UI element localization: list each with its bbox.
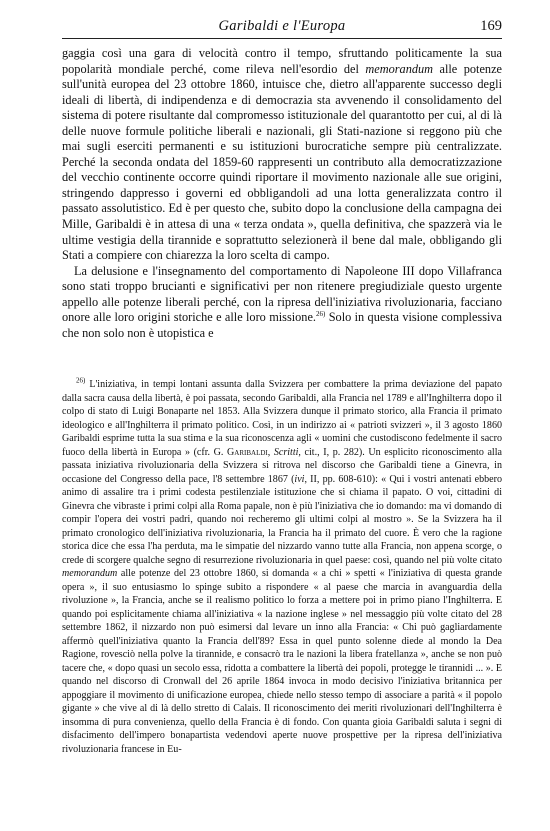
main-text	[62, 46, 502, 341]
header-rule	[62, 38, 502, 39]
footnote-ref: 26)	[316, 310, 326, 319]
emphasis: memorandum	[62, 568, 118, 579]
body-paragraph: La delusione e l'insegnamento del comportamento di Napoleone III dopo Villafranca sono stati troppo brucianti e significativi per non ritenere pregiudiziale questo urgente appello alle potenze liberali perché, con la ripresa dell'iniziativa rivoluzionaria, facciano onore alle loro origini storiche e alle loro missione.$^{26)}$ Solo in questa visione complessiva che non solo non è utopistica e	[62, 263, 502, 340]
work-title: Scritti	[273, 446, 299, 458]
footnote-marker: 26)	[76, 376, 86, 385]
emphasis: memorandum	[365, 61, 434, 76]
page-number: 169	[480, 18, 502, 34]
body-paragraph: gaggia così una gara di velocità contro il tempo, sfruttando politicamente la sua popolarità mondiale perché, come rileva nell'esordio del memorandum alle potenze sull'unità europea del 23 ottobre 1860, intuisce che, dietro all'apparente successo degli ideali di libertà, di indipendenza e di democrazia sta avvenendo il consolidamento del sistema di potere risultante dal compromesso istituzionale del quarantotto per cui, al di là delle nuove formule politiche liberali e nazionali, gli Stati-nazione si reggono più che mai sugli eserciti permanenti e su istituzioni burocratiche sempre più centralizzate. Perché la seconda ondata del 1859-60 rappresenti un contributo alla democratizzazione del vecchio continente occorre quindi riportare il movimento nazionale alle sue origini, stringendo dappresso i governi ed obbligandoli ad una lotta generalizzata contro il passato assolutistico. Ed è per questo che, subito dopo la conclusione della campagna dei Mille, Garibaldi è in attesa di una « terza ondata », quella definitiva, che spazzerà via le ultime vestigia della tirannide e soprattutto selezionerà il bene dal male, obbligando gli Stati a compiere con chiarezza la loro scelta di campo.	[62, 46, 502, 263]
footnote-paragraph: $^{26)}$ L'iniziativa, in tempi lontani assunta dalla Svizzera per combattere la prima deviazione del papato dalla sacra causa della libertà, è poi passata, secondo Garibaldi, alla Francia nel 1789 e all'Inghilterra dopo il colpo di stato di Luigi Bonaparte nel 1853. Alla Svizzera dunque il primato storico, alla Francia il primato ideologico e all'Inghilterra il primato politico. Così, in un indirizzo ai « patrioti svizzeri », il 3 agosto 1860 Garibaldi esprime tutta la sua stima e la sua riconoscenza agli « uomini che custodiscono fedelmente il sacro fuoco della libertà in Europa » (cfr. G. Garibaldi, Scritti, cit., I, p. 282). Un esplicito riconoscimento alla passata iniziativa rivoluzionaria della Svizzera si ritrova nel discorso che Garibaldi tiene a Ginevra, in occasione del Congresso della pace, l'8 settembre 1867 (ivi, II, pp. 608-610): « Qui i vostri antenati ebbero animo di assalire tra i primi codesta pestilenziale istituzione che si chiama il papato. O voi, cittadini di Ginevra che vibraste i primi colpi alla Roma papale, non è più l'iniziativa che io domando: ma vi domando di compir l'opera dei vostri padri, quando noi recheremo gli ultimi colpi al mostro ». Se la Svizzera ha il primato cronologico dell'iniziativa rivoluzionaria, la Francia ha il primato del cuore. È vero che la ragione storica dice che essa l'ha perduta, ma le simpatie del nizzardo vanno tutte alla Francia, non appena scorge, o crede di scorgere qualche segno di resurrezione rivoluzionaria in quel paese: così, quando nel più volte citato memorandum alle potenze del 23 ottobre 1860, si domanda « a chi » spetti « l'iniziativa di questa grande opera », il suo entusiasmo lo spinge subito a rispondere « al paese che marcia in avanguardia della rivoluzione », la Francia, anche se il realismo politico lo forza a mettere poi in primo piano l'Inghilterra. E quando poi esplicitamente chiama all'iniziativa « la nazione inglese » nel messaggio più volte citato del 28 settembre 1862, il nizzardo non può esimersi dal levare un inno alla Francia: « Chi può gagliardamente affermò quell'iniziativa quanto la Francia dell'89? Essa in quel punto solenne diede al mondo la Dea Ragione, rovesciò nella polve la tirannide, e consacrò tra le nazioni la libera fratellanza », anche se non può tacere che, « dopo quasi un secolo essa, ridotta a combattere la libertà dei popoli, protegge le tirannidi ... ». E quando nel discorso di Cronwall del 26 aprile 1864 invoca in modo decisivo l'iniziativa britannica per appoggiare il movimento di unificazione europea, chiede nello stesso tempo di associare a parità « il popolo gigante » che vive al di là dello stretto di Calais. Il riconoscimento dei meriti rivoluzionari dell'Inghilterra è insomma di pura convenienza, quello della Francia è di fondo. Con quanta gioia Garibaldi saluta i segni di disfacimento dell'impero bonapartista vedendovi aperte nuove prospettive per la ripresa dell'iniziativa rivoluzionaria francese in Eu-	[62, 376, 503, 755]
author-name: Garibaldi	[227, 446, 268, 458]
emphasis: ivi	[294, 473, 305, 485]
running-title: Garibaldi e l'Europa	[218, 18, 346, 34]
footnote	[62, 378, 502, 756]
running-header	[62, 18, 502, 38]
